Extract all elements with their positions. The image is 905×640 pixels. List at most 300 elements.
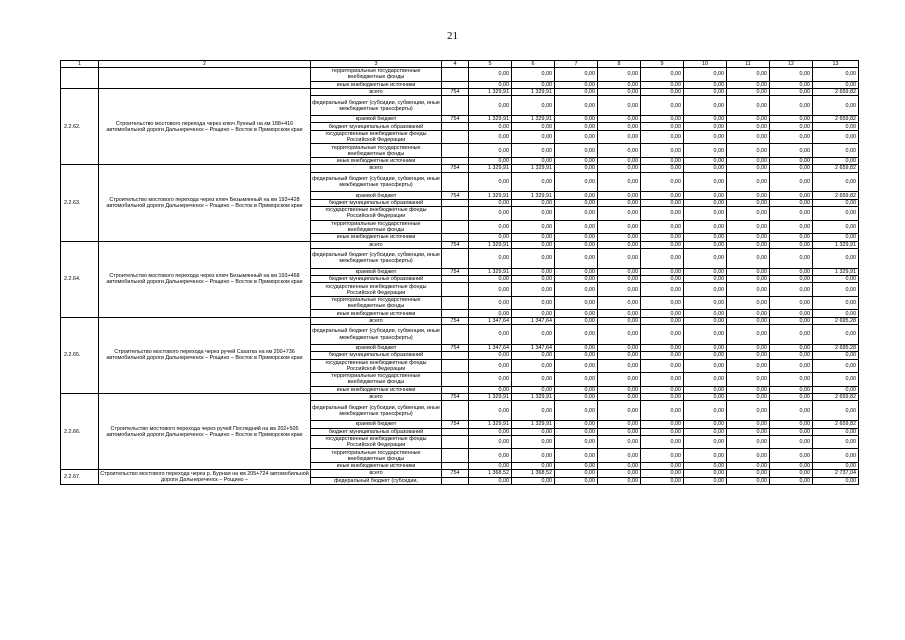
amount-cell: 0,00 bbox=[684, 234, 727, 241]
column-number: 10 bbox=[684, 61, 727, 68]
amount-cell: 0,00 bbox=[512, 463, 555, 470]
amount-cell: 0,00 bbox=[555, 477, 598, 484]
amount-cell: 0,00 bbox=[770, 463, 813, 470]
amount-cell: 0,00 bbox=[641, 283, 684, 297]
amount-cell: 0,00 bbox=[813, 199, 859, 206]
amount-cell: 0,00 bbox=[469, 234, 512, 241]
amount-cell: 2 659,82 bbox=[813, 165, 859, 172]
amount-cell: 0,00 bbox=[598, 435, 641, 449]
amount-cell: 0,00 bbox=[727, 463, 770, 470]
item-number: 2.2.65. bbox=[61, 317, 99, 393]
budget-code bbox=[442, 449, 469, 463]
amount-cell: 0,00 bbox=[684, 325, 727, 345]
amount-cell: 0,00 bbox=[727, 248, 770, 268]
amount-cell: 0,00 bbox=[469, 248, 512, 268]
budget-code bbox=[442, 386, 469, 393]
amount-cell: 1 329,91 bbox=[813, 268, 859, 275]
amount-cell: 0,00 bbox=[598, 477, 641, 484]
amount-cell: 0,00 bbox=[512, 199, 555, 206]
item-name: Строительство мостового перехода через р. Бурная на км 205+724 автомобильной дороги Дальнереченск – Рощино – bbox=[100, 471, 309, 484]
budget-code bbox=[442, 428, 469, 435]
funding-source: иные внебюджетные источники bbox=[311, 157, 442, 164]
amount-cell: 0,00 bbox=[598, 310, 641, 317]
budget-code bbox=[442, 435, 469, 449]
amount-cell: 0,00 bbox=[555, 234, 598, 241]
column-number-row bbox=[61, 61, 859, 68]
table-row bbox=[61, 165, 859, 172]
amount-cell: 0,00 bbox=[469, 172, 512, 192]
amount-cell: 0,00 bbox=[727, 449, 770, 463]
amount-cell: 0,00 bbox=[770, 386, 813, 393]
amount-cell: 2 659,82 bbox=[813, 116, 859, 123]
amount-cell: 0,00 bbox=[684, 144, 727, 158]
amount-cell: 0,00 bbox=[727, 317, 770, 324]
amount-cell: 0,00 bbox=[598, 296, 641, 310]
amount-cell: 0,00 bbox=[770, 268, 813, 275]
budget-code: 754 bbox=[442, 116, 469, 123]
amount-cell: 0,00 bbox=[641, 241, 684, 248]
amount-cell: 0,00 bbox=[641, 359, 684, 373]
budget-code bbox=[442, 325, 469, 345]
amount-cell: 0,00 bbox=[770, 199, 813, 206]
amount-cell: 0,00 bbox=[641, 463, 684, 470]
amount-cell: 0,00 bbox=[598, 449, 641, 463]
amount-cell: 0,00 bbox=[813, 449, 859, 463]
budget-code: 754 bbox=[442, 394, 469, 401]
amount-cell: 0,00 bbox=[469, 296, 512, 310]
amount-cell: 0,00 bbox=[555, 199, 598, 206]
amount-cell: 0,00 bbox=[641, 144, 684, 158]
funding-source: иные внебюджетные источники bbox=[311, 310, 442, 317]
amount-cell: 0,00 bbox=[813, 96, 859, 116]
amount-cell: 0,00 bbox=[555, 248, 598, 268]
budget-code bbox=[442, 172, 469, 192]
amount-cell: 0,00 bbox=[813, 477, 859, 484]
amount-cell: 0,00 bbox=[727, 81, 770, 88]
amount-cell: 0,00 bbox=[512, 81, 555, 88]
amount-cell: 1 329,91 bbox=[512, 394, 555, 401]
amount-cell: 0,00 bbox=[684, 172, 727, 192]
amount-cell: 0,00 bbox=[641, 157, 684, 164]
funding-source: территориальные государственные внебюджетные фонды bbox=[311, 220, 442, 234]
funding-source: всего bbox=[311, 317, 442, 324]
amount-cell: 0,00 bbox=[641, 234, 684, 241]
amount-cell: 0,00 bbox=[684, 130, 727, 144]
amount-cell: 0,00 bbox=[555, 116, 598, 123]
funding-source: бюджет муниципальных образований bbox=[311, 276, 442, 283]
amount-cell: 0,00 bbox=[770, 130, 813, 144]
amount-cell: 0,00 bbox=[641, 344, 684, 351]
amount-cell: 0,00 bbox=[512, 386, 555, 393]
amount-cell: 0,00 bbox=[684, 283, 727, 297]
funding-source: иные внебюджетные источники bbox=[311, 234, 442, 241]
amount-cell: 0,00 bbox=[641, 317, 684, 324]
amount-cell: 0,00 bbox=[598, 317, 641, 324]
column-number: 2 bbox=[99, 61, 311, 68]
amount-cell: 0,00 bbox=[555, 157, 598, 164]
amount-cell: 0,00 bbox=[641, 325, 684, 345]
amount-cell: 0,00 bbox=[813, 234, 859, 241]
amount-cell: 0,00 bbox=[469, 123, 512, 130]
amount-cell: 0,00 bbox=[727, 344, 770, 351]
funding-source: федеральный бюджет (субсидии, субвенции, иные межбюджетные трансферты) bbox=[311, 96, 442, 116]
amount-cell: 0,00 bbox=[684, 386, 727, 393]
amount-cell: 1 368,52 bbox=[469, 470, 512, 477]
amount-cell: 1 329,91 bbox=[469, 394, 512, 401]
amount-cell: 0,00 bbox=[727, 96, 770, 116]
amount-cell: 1 329,91 bbox=[813, 241, 859, 248]
amount-cell: 0,00 bbox=[813, 172, 859, 192]
amount-cell: 1 329,91 bbox=[512, 192, 555, 199]
page-number: 21 bbox=[447, 30, 458, 42]
budget-code bbox=[442, 276, 469, 283]
amount-cell: 0,00 bbox=[512, 123, 555, 130]
amount-cell: 0,00 bbox=[555, 144, 598, 158]
amount-cell: 0,00 bbox=[770, 116, 813, 123]
amount-cell: 2 659,82 bbox=[813, 421, 859, 428]
amount-cell: 0,00 bbox=[555, 130, 598, 144]
amount-cell: 0,00 bbox=[684, 435, 727, 449]
amount-cell: 0,00 bbox=[684, 220, 727, 234]
amount-cell: 0,00 bbox=[727, 373, 770, 387]
amount-cell: 0,00 bbox=[684, 296, 727, 310]
amount-cell: 0,00 bbox=[598, 359, 641, 373]
amount-cell: 0,00 bbox=[598, 470, 641, 477]
amount-cell: 0,00 bbox=[727, 359, 770, 373]
amount-cell: 0,00 bbox=[555, 207, 598, 221]
amount-cell: 0,00 bbox=[598, 220, 641, 234]
amount-cell: 0,00 bbox=[770, 449, 813, 463]
column-number: 5 bbox=[469, 61, 512, 68]
amount-cell: 0,00 bbox=[598, 463, 641, 470]
amount-cell: 0,00 bbox=[598, 421, 641, 428]
amount-cell: 0,00 bbox=[813, 207, 859, 221]
column-number: 9 bbox=[641, 61, 684, 68]
amount-cell: 0,00 bbox=[727, 192, 770, 199]
amount-cell: 0,00 bbox=[770, 325, 813, 345]
budget-code: 754 bbox=[442, 470, 469, 477]
amount-cell: 0,00 bbox=[727, 421, 770, 428]
budget-code bbox=[442, 123, 469, 130]
amount-cell: 0,00 bbox=[641, 172, 684, 192]
amount-cell: 0,00 bbox=[598, 344, 641, 351]
amount-cell: 0,00 bbox=[598, 144, 641, 158]
amount-cell: 0,00 bbox=[641, 310, 684, 317]
budget-code: 754 bbox=[442, 317, 469, 324]
amount-cell: 0,00 bbox=[813, 248, 859, 268]
amount-cell: 0,00 bbox=[684, 276, 727, 283]
amount-cell: 0,00 bbox=[469, 199, 512, 206]
amount-cell: 0,00 bbox=[555, 220, 598, 234]
amount-cell: 2 695,28 bbox=[813, 344, 859, 351]
amount-cell: 0,00 bbox=[684, 352, 727, 359]
amount-cell: 0,00 bbox=[727, 172, 770, 192]
amount-cell: 0,00 bbox=[512, 359, 555, 373]
budget-code bbox=[442, 401, 469, 421]
amount-cell: 0,00 bbox=[770, 248, 813, 268]
funding-source: государственные внебюджетные фонды Российской Федерации bbox=[311, 130, 442, 144]
amount-cell: 0,00 bbox=[770, 157, 813, 164]
amount-cell: 0,00 bbox=[469, 144, 512, 158]
amount-cell: 0,00 bbox=[598, 352, 641, 359]
amount-cell: 0,00 bbox=[641, 165, 684, 172]
amount-cell: 2 659,82 bbox=[813, 88, 859, 95]
amount-cell: 0,00 bbox=[641, 220, 684, 234]
amount-cell: 0,00 bbox=[770, 172, 813, 192]
funding-source: иные внебюджетные источники bbox=[311, 463, 442, 470]
amount-cell: 0,00 bbox=[813, 463, 859, 470]
amount-cell: 0,00 bbox=[469, 428, 512, 435]
amount-cell: 0,00 bbox=[469, 401, 512, 421]
amount-cell: 0,00 bbox=[770, 88, 813, 95]
amount-cell: 0,00 bbox=[598, 234, 641, 241]
amount-cell: 0,00 bbox=[813, 325, 859, 345]
funding-source: федеральный бюджет (субсидии, субвенции, иные межбюджетные трансферты) bbox=[311, 401, 442, 421]
item-name: Строительство мостового перехода через ключ Безымянный на км 193+428 автомобильной дороги Дальнереченск – Рощино – Восток в Приморском крае bbox=[99, 165, 311, 241]
amount-cell: 0,00 bbox=[469, 359, 512, 373]
amount-cell: 0,00 bbox=[684, 317, 727, 324]
amount-cell: 0,00 bbox=[770, 123, 813, 130]
amount-cell: 0,00 bbox=[770, 241, 813, 248]
funding-source: федеральный бюджет (субсидии, субвенции, иные межбюджетные трансферты) bbox=[311, 248, 442, 268]
amount-cell: 2 659,82 bbox=[813, 192, 859, 199]
item-name: Строительство мостового перехода через ручей Последний на км 202+505 автомобильной дороги Дальнереченск – Рощино – Восток в Приморском крае bbox=[99, 394, 311, 470]
budget-code: 754 bbox=[442, 344, 469, 351]
amount-cell: 0,00 bbox=[469, 325, 512, 345]
amount-cell: 0,00 bbox=[641, 401, 684, 421]
amount-cell: 0,00 bbox=[727, 234, 770, 241]
amount-cell: 0,00 bbox=[512, 157, 555, 164]
budget-code: 754 bbox=[442, 241, 469, 248]
amount-cell: 0,00 bbox=[684, 192, 727, 199]
amount-cell: 0,00 bbox=[598, 276, 641, 283]
amount-cell: 0,00 bbox=[598, 207, 641, 221]
amount-cell: 0,00 bbox=[727, 68, 770, 82]
funding-source: иные внебюджетные источники bbox=[311, 81, 442, 88]
amount-cell: 0,00 bbox=[684, 268, 727, 275]
amount-cell: 0,00 bbox=[684, 463, 727, 470]
amount-cell: 0,00 bbox=[598, 373, 641, 387]
amount-cell: 0,00 bbox=[727, 394, 770, 401]
amount-cell: 0,00 bbox=[555, 268, 598, 275]
amount-cell: 1 347,64 bbox=[512, 344, 555, 351]
amount-cell: 0,00 bbox=[512, 172, 555, 192]
amount-cell: 0,00 bbox=[684, 470, 727, 477]
budget-code: 754 bbox=[442, 88, 469, 95]
amount-cell: 0,00 bbox=[727, 428, 770, 435]
amount-cell: 1 329,91 bbox=[469, 116, 512, 123]
amount-cell: 0,00 bbox=[512, 248, 555, 268]
amount-cell: 0,00 bbox=[813, 123, 859, 130]
funding-source: федеральный бюджет (субсидии, bbox=[311, 477, 442, 484]
amount-cell: 0,00 bbox=[512, 130, 555, 144]
amount-cell: 1 329,91 bbox=[512, 165, 555, 172]
amount-cell: 0,00 bbox=[770, 220, 813, 234]
amount-cell: 0,00 bbox=[813, 283, 859, 297]
funding-source: всего bbox=[311, 394, 442, 401]
amount-cell: 0,00 bbox=[512, 477, 555, 484]
budget-code bbox=[442, 283, 469, 297]
budget-code bbox=[442, 234, 469, 241]
budget-code: 754 bbox=[442, 165, 469, 172]
funding-source: территориальные государственные внебюджетные фонды bbox=[311, 296, 442, 310]
amount-cell: 0,00 bbox=[727, 157, 770, 164]
budget-code bbox=[442, 296, 469, 310]
amount-cell: 0,00 bbox=[727, 144, 770, 158]
amount-cell: 0,00 bbox=[598, 116, 641, 123]
amount-cell: 0,00 bbox=[813, 144, 859, 158]
amount-cell: 0,00 bbox=[598, 199, 641, 206]
budget-code bbox=[442, 157, 469, 164]
amount-cell: 0,00 bbox=[598, 283, 641, 297]
funding-source: федеральный бюджет (субсидии, субвенции, иные межбюджетные трансферты) bbox=[311, 325, 442, 345]
amount-cell: 0,00 bbox=[555, 394, 598, 401]
funding-source: государственные внебюджетные фонды Российской Федерации bbox=[311, 359, 442, 373]
budget-code bbox=[442, 248, 469, 268]
amount-cell: 0,00 bbox=[641, 394, 684, 401]
amount-cell: 0,00 bbox=[813, 296, 859, 310]
amount-cell: 0,00 bbox=[555, 123, 598, 130]
column-number: 1 bbox=[61, 61, 99, 68]
amount-cell: 0,00 bbox=[727, 477, 770, 484]
amount-cell: 0,00 bbox=[555, 88, 598, 95]
amount-cell: 0,00 bbox=[727, 165, 770, 172]
amount-cell: 0,00 bbox=[512, 296, 555, 310]
amount-cell: 0,00 bbox=[555, 421, 598, 428]
funding-source: всего bbox=[311, 88, 442, 95]
amount-cell: 0,00 bbox=[727, 296, 770, 310]
column-number: 8 bbox=[598, 61, 641, 68]
amount-cell: 0,00 bbox=[684, 344, 727, 351]
amount-cell: 0,00 bbox=[727, 401, 770, 421]
amount-cell: 0,00 bbox=[641, 352, 684, 359]
budget-code bbox=[442, 352, 469, 359]
amount-cell: 0,00 bbox=[813, 352, 859, 359]
amount-cell: 0,00 bbox=[770, 477, 813, 484]
amount-cell: 0,00 bbox=[598, 96, 641, 116]
funding-source: бюджет муниципальных образований bbox=[311, 352, 442, 359]
amount-cell: 0,00 bbox=[770, 394, 813, 401]
amount-cell: 0,00 bbox=[684, 116, 727, 123]
table-body bbox=[61, 61, 859, 485]
amount-cell: 0,00 bbox=[555, 352, 598, 359]
budget-table bbox=[60, 60, 859, 485]
amount-cell: 0,00 bbox=[469, 68, 512, 82]
amount-cell: 1 329,91 bbox=[512, 88, 555, 95]
amount-cell: 0,00 bbox=[555, 96, 598, 116]
amount-cell: 1 329,91 bbox=[469, 241, 512, 248]
funding-source: государственные внебюджетные фонды Российской Федерации bbox=[311, 435, 442, 449]
amount-cell: 0,00 bbox=[770, 310, 813, 317]
amount-cell: 0,00 bbox=[555, 276, 598, 283]
amount-cell: 0,00 bbox=[813, 386, 859, 393]
table-row bbox=[61, 317, 859, 324]
amount-cell: 1 347,64 bbox=[469, 317, 512, 324]
item-name: Строительство мостового перехода через ключ Лунный на км 188+416 автомобильной дороги Дальнереченск – Рощино – Восток в Приморском крае bbox=[99, 88, 311, 164]
amount-cell: 2 695,28 bbox=[813, 317, 859, 324]
budget-code bbox=[442, 359, 469, 373]
amount-cell: 0,00 bbox=[512, 352, 555, 359]
amount-cell: 0,00 bbox=[512, 241, 555, 248]
table-row bbox=[61, 470, 859, 477]
amount-cell: 2 659,82 bbox=[813, 394, 859, 401]
amount-cell: 0,00 bbox=[555, 449, 598, 463]
amount-cell: 1 329,91 bbox=[469, 268, 512, 275]
amount-cell: 0,00 bbox=[469, 477, 512, 484]
amount-cell: 0,00 bbox=[598, 165, 641, 172]
amount-cell: 0,00 bbox=[641, 386, 684, 393]
amount-cell: 0,00 bbox=[469, 310, 512, 317]
amount-cell: 0,00 bbox=[598, 130, 641, 144]
amount-cell: 0,00 bbox=[641, 276, 684, 283]
amount-cell: 0,00 bbox=[770, 373, 813, 387]
amount-cell: 0,00 bbox=[641, 470, 684, 477]
amount-cell: 0,00 bbox=[555, 283, 598, 297]
amount-cell: 0,00 bbox=[684, 165, 727, 172]
amount-cell: 0,00 bbox=[555, 373, 598, 387]
amount-cell: 0,00 bbox=[469, 220, 512, 234]
amount-cell: 0,00 bbox=[684, 241, 727, 248]
amount-cell: 0,00 bbox=[641, 296, 684, 310]
column-number: 3 bbox=[311, 61, 442, 68]
amount-cell: 0,00 bbox=[813, 435, 859, 449]
budget-code: 754 bbox=[442, 421, 469, 428]
amount-cell: 0,00 bbox=[684, 394, 727, 401]
amount-cell: 0,00 bbox=[512, 283, 555, 297]
amount-cell: 0,00 bbox=[555, 68, 598, 82]
amount-cell: 0,00 bbox=[727, 123, 770, 130]
amount-cell: 0,00 bbox=[512, 96, 555, 116]
amount-cell: 0,00 bbox=[641, 192, 684, 199]
amount-cell: 0,00 bbox=[727, 386, 770, 393]
amount-cell: 0,00 bbox=[641, 435, 684, 449]
amount-cell: 0,00 bbox=[469, 352, 512, 359]
amount-cell: 0,00 bbox=[555, 317, 598, 324]
amount-cell: 0,00 bbox=[727, 435, 770, 449]
amount-cell: 0,00 bbox=[770, 421, 813, 428]
amount-cell: 0,00 bbox=[727, 268, 770, 275]
table-row bbox=[61, 88, 859, 95]
amount-cell: 1 329,91 bbox=[512, 421, 555, 428]
amount-cell: 0,00 bbox=[770, 317, 813, 324]
amount-cell: 0,00 bbox=[512, 220, 555, 234]
amount-cell: 0,00 bbox=[770, 192, 813, 199]
amount-cell: 0,00 bbox=[512, 276, 555, 283]
amount-cell: 0,00 bbox=[770, 144, 813, 158]
amount-cell: 0,00 bbox=[813, 359, 859, 373]
amount-cell: 1 329,91 bbox=[469, 165, 512, 172]
amount-cell: 0,00 bbox=[727, 220, 770, 234]
amount-cell: 0,00 bbox=[727, 276, 770, 283]
amount-cell: 0,00 bbox=[770, 283, 813, 297]
funding-source: всего bbox=[311, 470, 442, 477]
column-number: 4 bbox=[442, 61, 469, 68]
amount-cell: 0,00 bbox=[469, 283, 512, 297]
amount-cell: 0,00 bbox=[512, 449, 555, 463]
amount-cell: 0,00 bbox=[555, 172, 598, 192]
amount-cell: 0,00 bbox=[684, 401, 727, 421]
funding-source: бюджет муниципальных образований bbox=[311, 428, 442, 435]
amount-cell: 0,00 bbox=[770, 96, 813, 116]
funding-source: всего bbox=[311, 165, 442, 172]
amount-cell: 0,00 bbox=[555, 470, 598, 477]
amount-cell: 0,00 bbox=[641, 248, 684, 268]
funding-source: бюджет муниципальных образований bbox=[311, 199, 442, 206]
budget-code bbox=[442, 207, 469, 221]
amount-cell: 0,00 bbox=[598, 241, 641, 248]
amount-cell: 0,00 bbox=[641, 68, 684, 82]
amount-cell: 0,00 bbox=[727, 207, 770, 221]
